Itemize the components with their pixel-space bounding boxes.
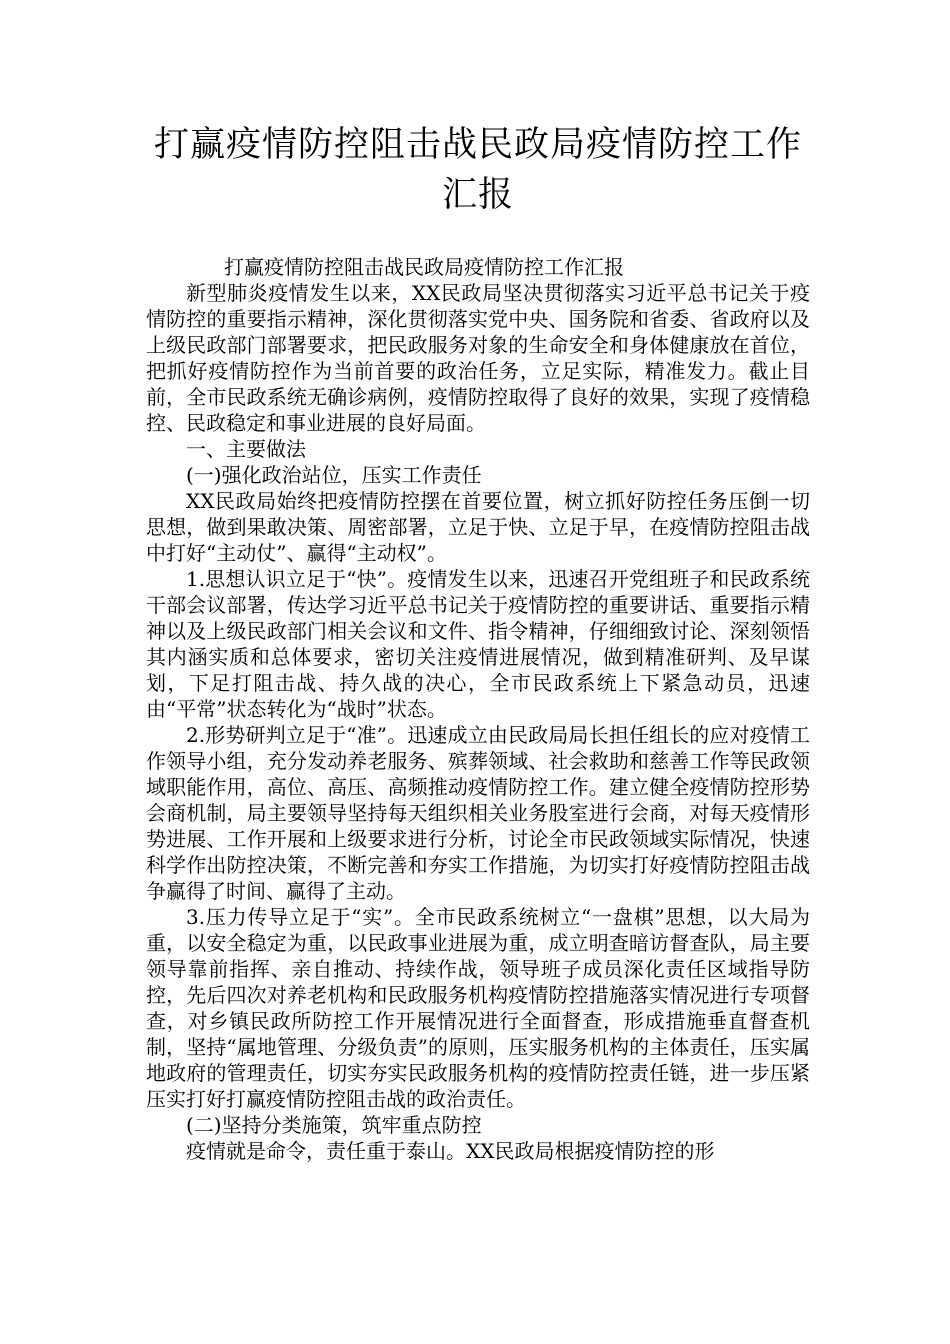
section-heading: 一、主要做法: [186, 437, 306, 461]
paragraph: 3.压力传导立足于“实”。全市民政系统树立“一盘棋”思想，以大局为重，以安全稳定为重，以民政事业进展为重，成立明查暗访督查队，局主要领导靠前指挥、亲自推动、持续作战，领导班子成员深化责任区域指导防控，先后四次对养老机构和民政服务机构疫情防控措施落实情况进行专项督查，对乡镇民政所防控工作开展情况进行全面督查，形成措施垂直督查机制，坚持“属地管理、分级负责”的原则，压实服务机构的主体责任，压实属地政府的管理责任，切实夯实民政服务机构的疫情防控责任链，进一步压紧压实打好打赢疫情防控阻击战的政治责任。: [146, 905, 810, 1111]
subsection-heading: (一)强化政治站位，压实工作责任: [186, 463, 482, 487]
paragraph: 2.形势研判立足于“准”。迅速成立由民政局局长担任组长的应对疫情工作领导小组，充分发动养老服务、殡葬领域、社会救助和慈善工作等民政领域职能作用，高位、高压、高频推动疫情防控工作。建立健全疫情防控形势会商机制，局主要领导坚持每天组织相关业务股室进行会商，对每天疫情形势进展、工作开展和上级要求进行分析，讨论全市民政领域实际情况，快速科学作出防控决策，不断完善和夯实工作措施，为切实打好疫情防控阻击战争赢得了时间、赢得了主动。: [146, 723, 810, 903]
subsection-heading: (二)坚持分类施策，筑牢重点防控: [186, 1113, 482, 1137]
document-body: [146, 254, 810, 1164]
document-title: 打赢疫情防控阻击战民政局疫情防控工作汇报: [153, 125, 802, 215]
paragraph-intro: 新型肺炎疫情发生以来，XX民政局坚决贯彻落实习近平总书记关于疫情防控的重要指示精神，深化贯彻落实党中央、国务院和省委、省政府以及上级民政部门部署要求，把民政服务对象的生命安全和身体健康放在首位，把抓好疫情防控作为当前首要的政治任务，立足实际，精准发力。截止目前，全市民政系统无确诊病例，疫情防控取得了良好的效果，实现了疫情稳控、民政稳定和事业进展的良好局面。: [146, 281, 810, 435]
paragraph: 疫情就是命令，责任重于泰山。XX民政局根据疫情防控的形: [186, 1139, 715, 1163]
document-subtitle: 打赢疫情防控阻击战民政局疫情防控工作汇报: [224, 255, 624, 279]
paragraph: XX民政局始终把疫情防控摆在首要位置，树立抓好防控任务压倒一切思想，做到果敢决策、周密部署，立足于快、立足于早，在疫情防控阻击战中打好“主动仗”、赢得“主动权”。: [146, 489, 810, 565]
paragraph: 1.思想认识立足于“快”。疫情发生以来，迅速召开党组班子和民政系统干部会议部署，传达学习近平总书记关于疫情防控的重要讲话、重要指示精神以及上级民政部门相关会议和文件、指令精神，仔细细致讨论、深刻领悟其内涵实质和总体要求，密切关注疫情进展情况，做到精准研判、及早谋划，下足打阻击战、持久战的决心，全市民政系统上下紧急动员，迅速由“平常”状态转化为“战时”状态。: [146, 567, 810, 721]
